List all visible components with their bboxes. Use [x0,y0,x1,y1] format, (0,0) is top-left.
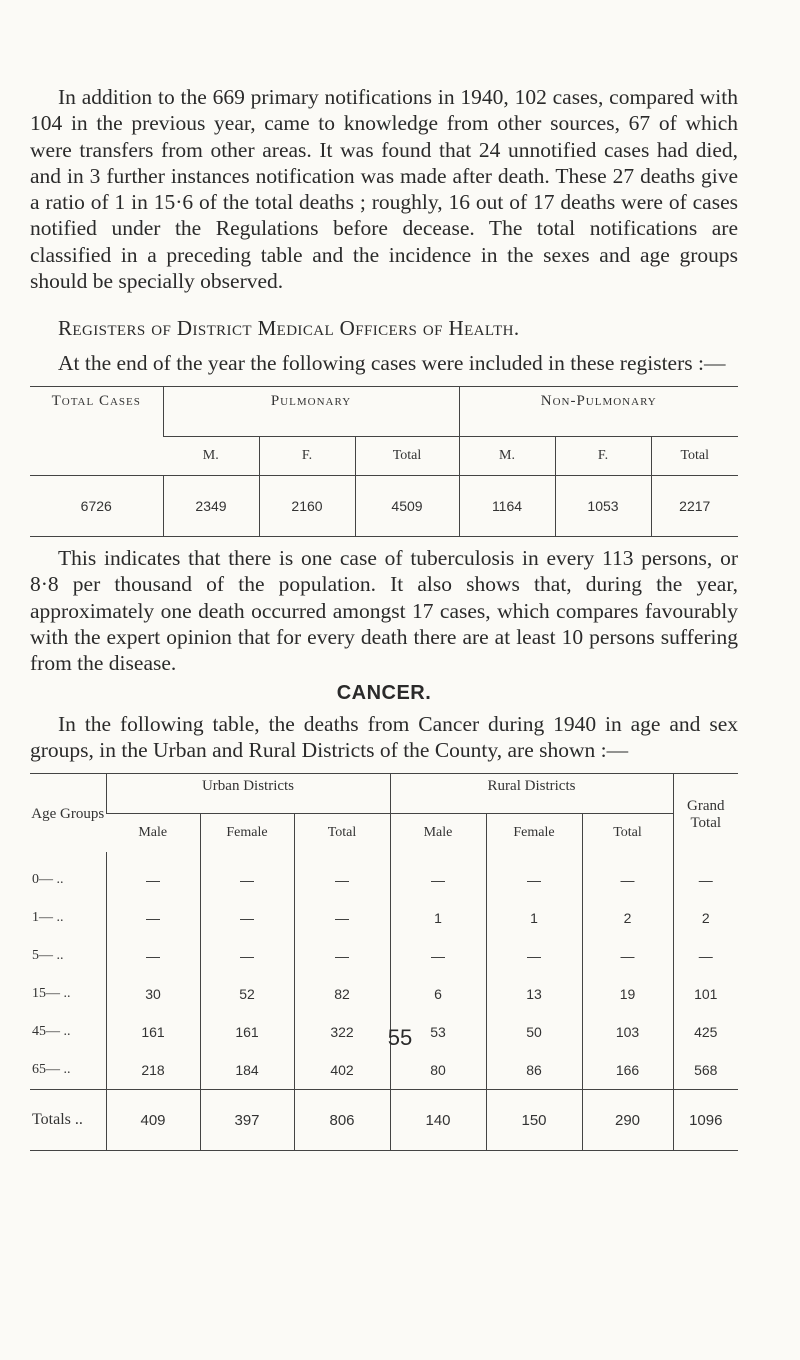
paragraph-notifications: In addition to the 669 primary notifications in 1940, 102 cases, compared with 104 in the previous year, came to knowledge from other sources, 67 of which were transfers from other areas. It was found that 24 unnotified cases had died, and in 3 further instances notification was made after death. These 27 deaths give a ratio of 1 in 15·6 of the total deaths ; roughly, 16 out of 17 deaths were of cases notified under the Regulations before decease. The total notifications are classified in a preceding table and the incidence in the sexes and age groups should be specially observed. [30,85,738,294]
cell-rural-total: — [582,937,673,975]
cell-age: 5— .. [32,948,64,964]
cell-rural-female: 150 [486,1090,582,1151]
cell-rural-male: 80 [390,1051,486,1090]
cell-rural-total: 103 [582,1013,673,1051]
cell-urban-total: 322 [294,1013,390,1051]
cell-rural-female: — [486,937,582,975]
cell-pulm-m: 2349 [163,475,259,536]
paragraph-tuberculosis-ratio: This indicates that there is one case of tuberculosis in every 113 persons, or 8·8 per thousand of the population. It also shows that, during the year, approximately one death occurred amongst 17 cases, which compares favourably with the expert opinion that for every death there are at least 10 persons suffering from the disease. [30,545,738,676]
header-total-cases: Total Cases [51,392,141,409]
table-row [30,937,738,975]
header-rural-total: Total [582,814,673,853]
cell-urban-female: 52 [200,975,294,1013]
header-urban-male: Male [106,814,200,853]
cell-rural-total: — [582,852,673,899]
registers-table [30,386,738,537]
table-row [30,975,738,1013]
cell-urban-male: 218 [106,1051,200,1090]
header-age-groups: Age Groups [31,806,105,823]
cell-urban-male: — [106,937,200,975]
cell-urban-total: — [294,852,390,899]
header-pulm-m: M. [163,436,259,475]
cancer-intro: In the following table, the deaths from Cancer during 1940 in age and sex groups, in the Urban and Rural Districts of the County, are shown :— [30,711,738,763]
cell-rural-female: 86 [486,1051,582,1090]
cell-age: 45— .. [32,1024,71,1040]
cell-urban-male: — [106,899,200,937]
header-nonpulm-f: F. [555,436,651,475]
cell-rural-male: — [390,937,486,975]
cell-rural-total: 166 [582,1051,673,1090]
table-row [30,899,738,937]
cell-grand-total: 425 [673,1013,738,1051]
header-grand-total: Grand Total [673,774,738,853]
header-pulmonary: Pulmonary [163,386,459,436]
cell-grand-total: — [673,937,738,975]
document-page [30,84,738,1151]
cell-grand-total: 1096 [673,1090,738,1151]
cell-rural-male: 53 [390,1013,486,1051]
cell-rural-female: — [486,852,582,899]
cell-urban-male: 409 [106,1090,200,1151]
header-pulm-f: F. [259,436,355,475]
cell-nonpulm-m: 1164 [459,475,555,536]
cell-nonpulm-total: 2217 [651,475,738,536]
cancer-table [30,773,738,1151]
cell-rural-female: 1 [486,899,582,937]
cell-age: 0— .. [32,872,64,888]
cell-pulm-f: 2160 [259,475,355,536]
cell-urban-female: — [200,937,294,975]
header-rural-female: Female [486,814,582,853]
cell-urban-female: 184 [200,1051,294,1090]
cell-rural-total: 290 [582,1090,673,1151]
cell-urban-total: 402 [294,1051,390,1090]
cell-age: 65— .. [32,1062,71,1078]
cell-urban-total: — [294,937,390,975]
page-number: 55 [387,1025,413,1050]
registers-intro: At the end of the year the following cases were included in these registers :— [58,350,726,375]
totals-row [30,1090,738,1151]
cell-grand-total: — [673,852,738,899]
cell-rural-male: 140 [390,1090,486,1151]
cell-age: 1— .. [32,910,64,926]
cell-urban-male: 30 [106,975,200,1013]
cell-pulm-total: 4509 [355,475,459,536]
cell-urban-female: 397 [200,1090,294,1151]
cell-rural-total: 19 [582,975,673,1013]
header-non-pulmonary: Non-Pulmonary [459,386,738,436]
cell-nonpulm-f: 1053 [555,475,651,536]
cell-urban-female: — [200,899,294,937]
cell-rural-female: 50 [486,1013,582,1051]
cell-urban-total: 806 [294,1090,390,1151]
header-nonpulm-m: M. [459,436,555,475]
cell-urban-male: 161 [106,1013,200,1051]
header-urban-total: Total [294,814,390,853]
cell-urban-total: 82 [294,975,390,1013]
cell-rural-male: — [390,852,486,899]
cell-rural-male: 6 [390,975,486,1013]
registers-heading: Registers of District Medical Officers of Health. [58,316,520,341]
cell-grand-total: 2 [673,899,738,937]
header-urban-female: Female [200,814,294,853]
cell-urban-total: — [294,899,390,937]
header-pulm-total: Total [355,436,459,475]
table-row [30,1051,738,1090]
cell-urban-male: — [106,852,200,899]
header-rural-districts: Rural Districts [390,774,673,814]
cell-urban-female: — [200,852,294,899]
cell-rural-male: 1 [390,899,486,937]
cell-urban-female: 161 [200,1013,294,1051]
cell-total-cases: 6726 [30,475,163,536]
header-nonpulm-total: Total [651,436,738,475]
cell-rural-female: 13 [486,975,582,1013]
cancer-heading: CANCER. [336,682,432,705]
cell-grand-total: 568 [673,1051,738,1090]
header-urban-districts: Urban Districts [106,774,390,814]
cell-totals-label: Totals .. [30,1090,106,1151]
table-row [30,852,738,899]
table-row [30,475,738,536]
cell-age: 15— .. [32,986,71,1002]
header-rural-male: Male [390,814,486,853]
cell-grand-total: 101 [673,975,738,1013]
cell-rural-total: 2 [582,899,673,937]
